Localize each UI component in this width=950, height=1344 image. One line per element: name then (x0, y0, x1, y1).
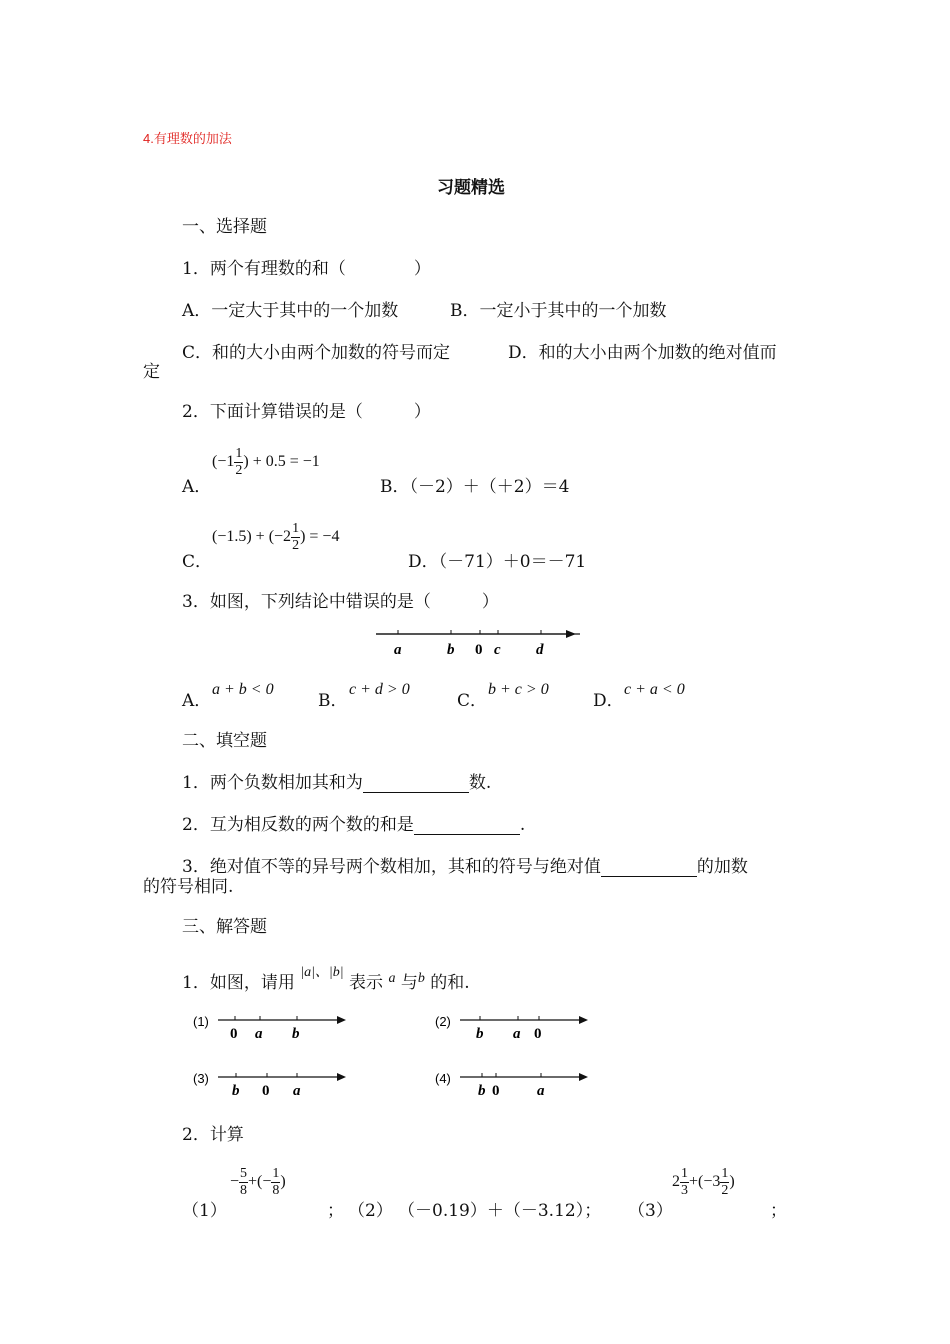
abs-value-expr: |a|、|b| (300, 965, 344, 980)
q1-option-d: D．和的大小由两个加数的绝对值而 (508, 343, 777, 363)
fill-q2: 2．互为相反数的两个数的和是 . (182, 815, 526, 835)
svg-text:a: a (537, 1083, 545, 1097)
calc-3-expr: 2 $\frac{1}{3}$ +(−3 $\frac{1}{2}$ ) (672, 1166, 735, 1198)
q3-option-a-label: A． (182, 691, 212, 711)
q3-option-c-label: C． (457, 691, 488, 711)
svg-text:(2): (2) (435, 1014, 451, 1029)
page-title: 习题精选 (437, 178, 505, 197)
q2-option-d: D．（－71）＋0＝－71 (408, 552, 587, 572)
calc-1-expr: − $\frac{5}{8}$ +(− $\frac{1}{8}$ ) (230, 1166, 286, 1198)
calc-1-label: （1） (182, 1201, 227, 1221)
axis-label-zero: 0 (475, 642, 483, 658)
svg-text:b: b (478, 1083, 486, 1097)
answer-q1: 1．如图，请用 $^{|a|、|b|}$ 表示 $^a$ 与$^b$ 的和. (182, 965, 470, 993)
svg-text:(1): (1) (193, 1014, 209, 1029)
calc-3-label: （3） (628, 1201, 673, 1221)
q2-option-c-expr: (−1.5) + (−2 $\frac{1}{2}$ ) = −4 (212, 521, 340, 553)
axis-label-c: c (494, 642, 501, 658)
fill-q1: 1．两个负数相加其和为 数. (182, 773, 492, 793)
axis-label-d: d (536, 642, 544, 658)
q2-option-a-expr: (−1 $\frac{1}{2}$ ) + 0.5 = −1 (212, 446, 320, 478)
svg-text:0: 0 (534, 1026, 542, 1040)
section-heading-fill: 二、填空题 (182, 731, 267, 751)
q3-option-d-expr: c + a < 0 (624, 681, 685, 698)
q3-option-c-expr: b + c > 0 (488, 681, 549, 698)
q3-option-b-expr: c + d > 0 (349, 681, 410, 698)
axis-label-a: a (394, 642, 402, 658)
svg-text:0: 0 (492, 1083, 500, 1097)
q1-option-c: C．和的大小由两个加数的符号而定 (182, 343, 451, 363)
calc-sep-1: ； (327, 1201, 344, 1221)
svg-text:b: b (232, 1083, 240, 1097)
q3-option-d-label: D． (593, 691, 624, 711)
q3-option-a-expr: a + b < 0 (212, 681, 274, 698)
svg-text:a: a (293, 1083, 301, 1097)
q3-option-b-label: B． (318, 691, 348, 711)
svg-text:b: b (476, 1026, 484, 1040)
svg-text:(4): (4) (435, 1071, 451, 1086)
fill-q3: 3．绝对值不等的异号两个数相加，其和的符号与绝对值 的加数 (182, 857, 748, 877)
svg-text:0: 0 (230, 1026, 238, 1040)
q1-option-a: A．一定大于其中的一个加数 (182, 301, 399, 321)
q1-option-d-cont: 定 (143, 362, 160, 382)
calc-2-expr: （－0.19）＋（－3.12）； (398, 1201, 602, 1221)
calc-sep-3: ； (770, 1201, 787, 1221)
q1-stem: 1．两个有理数的和（ ） (182, 259, 431, 279)
q2-option-b: B．（－2）＋（＋2）＝4 (380, 477, 570, 497)
figure-4 (432, 1067, 592, 1097)
q2-option-a-label: A． (182, 477, 212, 497)
svg-text:(3): (3) (193, 1071, 209, 1086)
axis-label-b: b (447, 642, 455, 658)
svg-text:b: b (292, 1026, 300, 1040)
svg-text:0: 0 (262, 1083, 270, 1097)
section-heading-choice: 一、选择题 (182, 217, 267, 237)
q2-stem: 2．下面计算错误的是（ ） (182, 402, 431, 422)
q3-stem: 3．如图，下列结论中错误的是（ ） (182, 592, 499, 612)
fill-q1-blank[interactable] (363, 774, 469, 793)
answer-q2-stem: 2．计算 (182, 1125, 244, 1145)
fill-q3-blank[interactable] (601, 858, 697, 877)
fill-q3-cont: 的符号相同. (143, 877, 234, 897)
q3-number-line (370, 624, 580, 660)
q2-option-c-label: C． (182, 552, 213, 572)
svg-text:a: a (513, 1026, 521, 1040)
figure-3 (190, 1067, 350, 1097)
fill-q2-blank[interactable] (414, 816, 520, 835)
q1-option-b: B．一定小于其中的一个加数 (450, 301, 667, 321)
figure-2 (432, 1010, 592, 1040)
svg-text:a: a (255, 1026, 263, 1040)
figure-1 (190, 1010, 350, 1040)
calc-2-label: （2） (348, 1201, 393, 1221)
section-tag: 4.有理数的加法 (143, 131, 232, 146)
section-heading-answer: 三、解答题 (182, 917, 267, 937)
